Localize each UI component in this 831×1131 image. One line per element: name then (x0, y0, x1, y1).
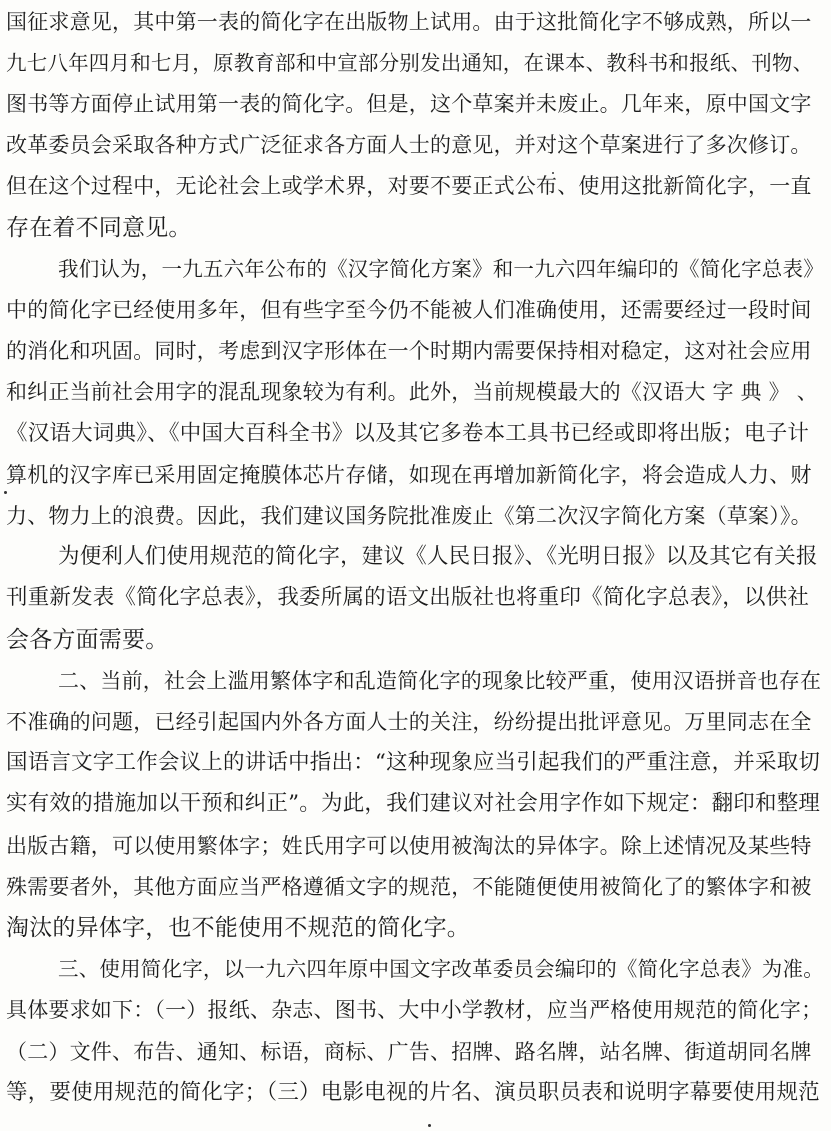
text-line: 国语言文字工作会议上的讲话中指出：“这种现象应当引起我们的严重注意，并采取切 (6, 750, 821, 775)
text-line: 淘汰的异体字，也不能使用不规范的简化字。 (6, 915, 470, 941)
text-line: 存在着不同意见。 (6, 215, 192, 241)
text-line: 等，要使用规范的简化字；（三）电影电视的片名、演员职员表和说明字幕要使用规范 (6, 1080, 820, 1105)
text-line: 力、物力上的浪费。因此，我们建议国务院批准废止《第二次汉字简化方案（草案）》。 (6, 504, 812, 528)
text-line: 《汉语大词典》、《中国大百科全书》以及其它多卷本工具书已经或即将出版；电子计 (6, 421, 810, 446)
text-line: 算机的汉字库已采用固定掩膜体芯片存储，如现在再增加新简化字，将会造成人力、财 (6, 463, 812, 487)
text-line: 的消化和巩固。同时，考虑到汉字形体在一个时期内需要保持相对稳定，这对社会应用 (6, 339, 812, 363)
text-line: 改革委员会采取各种方式广泛征求各方面人士的意见，并对这个草案进行了多次修订。 (6, 133, 812, 157)
text-line: 三、使用简化字，以一九六四年原中国文字改革委员会编印的《简化字总表》为准。 (58, 957, 824, 981)
text-line: 不准确的问题，已经引起国内外各方面人士的关注，纷纷提出批评意见。万里同志在全 (6, 710, 812, 734)
text-line: （二）文件、布告、通知、标语，商标、广告、招牌、路名牌，站名牌、街道胡同名牌 (6, 1040, 812, 1064)
text-line: 二、当前，社会上滥用繁体字和乱造简化字的现象比较严重，使用汉语拼音也存在 (58, 669, 822, 693)
text-line: 中的简化字已经使用多年，但有些字至今仍不能被人们准确使用，还需要经过一段时间 (6, 298, 812, 322)
text-line: 图书等方面停止试用第一表的简化字。但是，这个草案并未废止。几年来，原中国文字 (6, 92, 812, 116)
text-line: 但在这个过程中，无论社会上或学术界，对要不要正式公布、使用这批新简化字，一直 (6, 174, 812, 198)
text-line: 刊重新发表《简化字总表》，我委所属的语文出版社也将重印《简化字总表》，以供社 (6, 585, 810, 610)
scan-speck (428, 1124, 431, 1127)
text-line: 我们认为，一九五六年公布的《汉字简化方案》和一九六四年编印的《简化字总表》 (58, 257, 824, 281)
text-line: 会各方面需要。 (6, 627, 169, 653)
text-line: 具体要求如下：（一）报纸、杂志、图书、大中小学教材，应当严格使用规范的简化字； (6, 998, 823, 1022)
text-line: 为便利人们使用规范的简化字，建议《人民日报》、《光明日报》以及其它有关报 (58, 544, 818, 569)
text-line: 实有效的措施加以干预和纠正”。为此，我们建议对社会用字作如下规定：翻印和整理 (6, 791, 821, 816)
text-line: 国征求意见，其中第一表的简化字在出版物上试用。由于这批简化字不够成熟，所以一 (6, 10, 812, 34)
text-line: 出版古籍，可以使用繁体字；姓氏用字可以使用被淘汰的异体字。除上述情况及某些特 (6, 834, 812, 858)
text-line: 和纠正当前社会用字的混乱现象较为有利。此外，当前规模最大的《汉语大 字 典 》 、 (6, 380, 818, 404)
text-line: 殊需要者外，其他方面应当严格遵循文字的规范，不能随便使用被简化了的繁体字和被 (6, 875, 812, 899)
text-line: 九七八年四月和七月，原教育部和中宣部分别发出通知，在课本、教科书和报纸、刊物、 (6, 51, 814, 75)
scan-speck (4, 491, 7, 494)
scan-speck (552, 172, 554, 174)
